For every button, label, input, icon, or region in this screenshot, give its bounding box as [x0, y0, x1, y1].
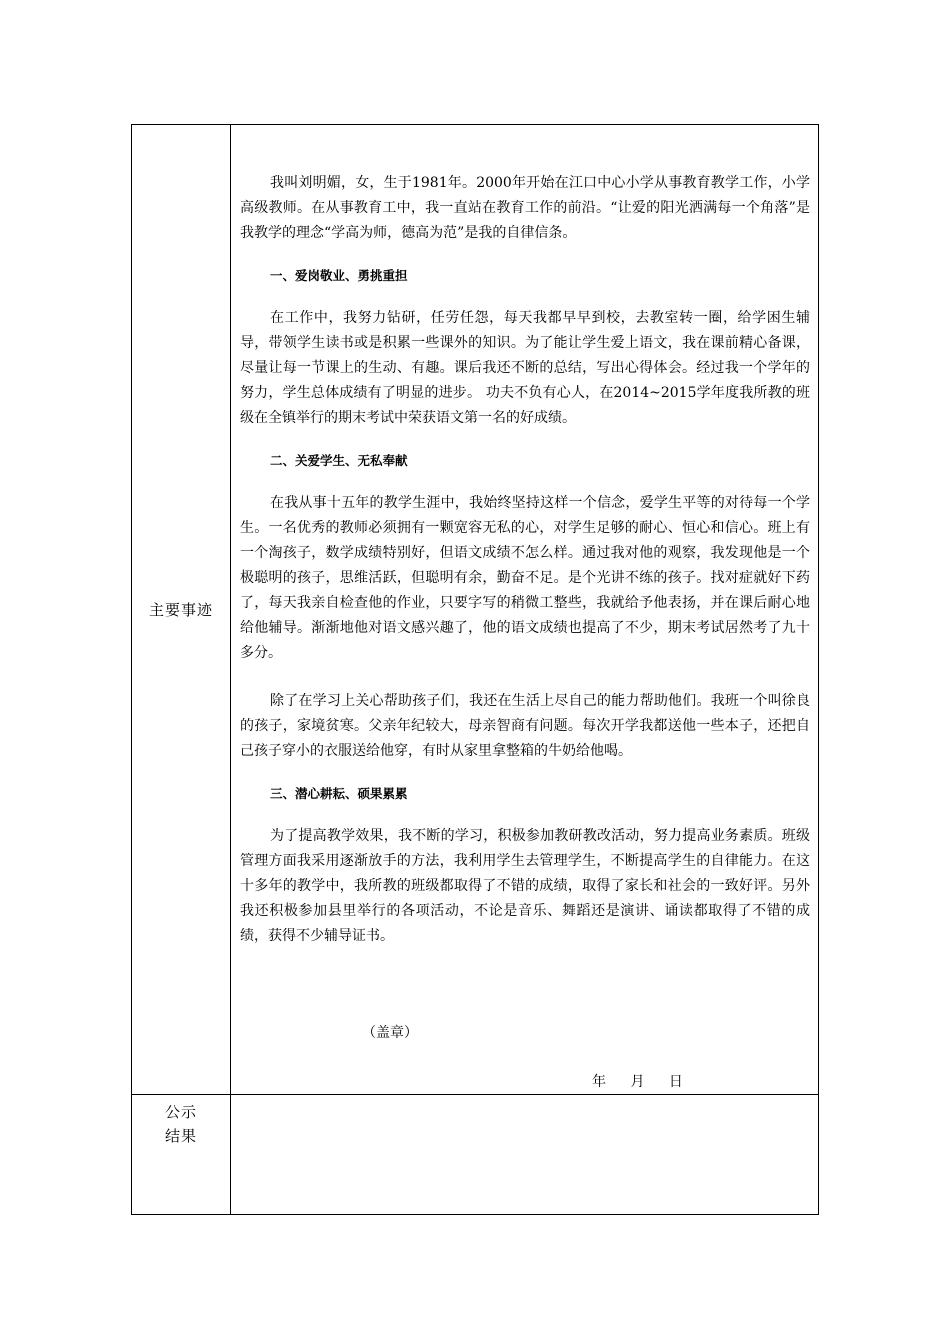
- intro-paragraph: 我叫刘明媚，女，生于1981年。2000年开始在江口中心小学从事教育教学工作，小学高级教师。在从事教育工中，我一直站在教育工作的前沿。“让爱的阳光洒满每一个角落”是我教学的理念“学高为师，德高为范”是我的自律信条。: [240, 175, 810, 241]
- section2-paragraph-1: 在我从事十五年的教学生涯中，我始终坚持这样一个信念，爱学生平等的对待每一个学生。一名优秀的教师必须拥有一颗宽容无私的心，对学生足够的耐心、恒心和信心。班上有一个淘孩子，数学成绩特别好，但语文成绩不怎么样。通过我对他的观察，我发现他是一个极聪明的孩子，思维活跃，但聪明有余，勤奋不足。是个光讲不练的孩子。找对症就好下药了，每天我亲自检查他的作业，只要字写的稍微工整些，我就给予他表扬，并在课后耐心地给他辅导。渐渐地他对语文感兴趣了，他的语文成绩也提高了不少，期末考试居然考了九十多分。: [240, 495, 810, 661]
- section3-paragraph: 为了提高教学效果，我不断的学习，积极参加教研教改活动，努力提高业务素质。班级管理方面我采用逐渐放手的方法，我利用学生去管理学生，不断提高学生的自律能力。在这十多年的教学中，我所教的班级都取得了不错的成绩，取得了家长和社会的一致好评。另外我还积极参加县里举行的各项活动，不论是音乐、舞蹈还是演讲、诵读都取得了不错的成绩，获得不少辅导证书。: [240, 828, 810, 944]
- publicity-label-line2: 结果: [164, 1127, 197, 1145]
- date-month: 月: [630, 1074, 645, 1090]
- publicity-label-line1: 公示: [164, 1103, 197, 1121]
- column-divider: [230, 125, 231, 1214]
- section1-heading: 一、爱岗敬业、勇挑重担: [270, 268, 408, 283]
- date-year: 年: [592, 1074, 606, 1090]
- date-day: 日: [668, 1074, 683, 1090]
- row-divider: [132, 1094, 818, 1095]
- deeds-content: [240, 171, 810, 949]
- section2-heading: 二、关爱学生、无私奉献: [270, 453, 408, 468]
- section1-paragraph: 在工作中，我努力钻研，任劳任怨，每天我都早早到校，去教室转一圈，给学困生辅导，带领学生读书或是积累一些课外的知识。为了能让学生爱上语文，我在课前精心备课，尽量让每一节课上的生动、有趣。课后我还不断的总结，写出心得体会。经过我一个学年的努力，学生总体成绩有了明显的进步。 功夫不负有心人，在2014~2015学年度我所教的班级在全镇举行的期末考试中荣获语文第一名的好成绩。: [240, 310, 810, 426]
- publicity-result-label: [132, 1100, 230, 1148]
- section2-paragraph-2: 除了在学习上关心帮助孩子们，我还在生活上尽自己的能力帮助他们。我班一个叫徐良的孩子，家境贫寒。父亲年纪较大，母亲智商有问题。每次开学我都送他一些本子，还把自己孩子穿小的衣服送给他穿，有时从家里拿整箱的牛奶给他喝。: [240, 693, 810, 759]
- section3-heading: 三、潜心耕耘、硕果累累: [270, 786, 408, 801]
- form-table: [131, 124, 819, 1215]
- date-line: [592, 1071, 703, 1091]
- main-deeds-label: 主要事迹: [148, 601, 213, 619]
- seal-text: （盖章）: [362, 1025, 418, 1041]
